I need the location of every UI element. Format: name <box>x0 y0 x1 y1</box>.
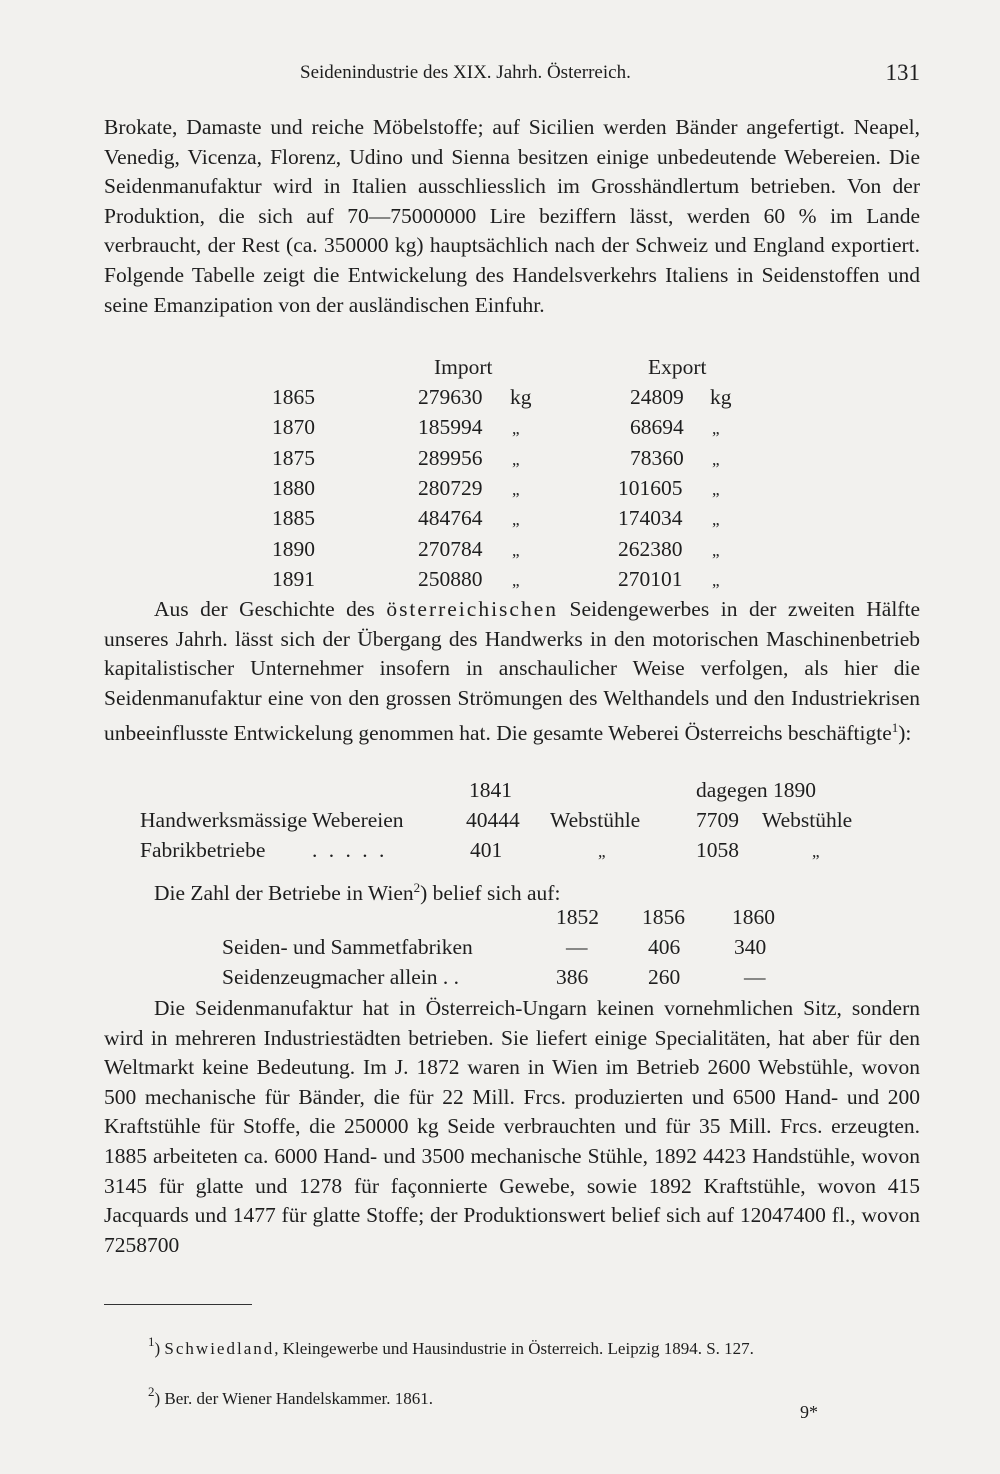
paragraph-austria-history: Aus der Geschichte des österreichischen Seidengewerbes in der zweiten Hälfte unseres Jahrh. lässt sich der Übergang des Handwerks in den motorischen Maschinenbetrieb kapitalistischer Unternehmer insofern in anschaulicher Weise verfolgen, als hier die Seidenmanufaktur eine von den grossen Strömungen des Welthandels und den Industriekrisen unbeeinflusste Entwickelung genommen hat. Die gesamte Weberei Österreichs beschäftigte$^1$): <box>104 597 920 746</box>
vienna-cell: 260 <box>648 965 681 989</box>
vienna-cell: 386 <box>556 965 589 989</box>
ditto-mark: „ <box>512 510 520 530</box>
loom-year-1890: dagegen 1890 <box>696 778 817 802</box>
ditto-mark: „ <box>512 479 520 499</box>
vienna-year: 1852 <box>556 905 599 929</box>
ditto-mark: „ <box>712 570 720 590</box>
trade-year: 1885 <box>272 506 315 531</box>
trade-year: 1890 <box>272 536 315 561</box>
footnote-marker: 1 <box>148 1334 155 1349</box>
vienna-cell: 406 <box>648 935 681 959</box>
vienna-row-label: Seiden- und Sammetfabriken <box>222 935 473 959</box>
page-number: 131 <box>885 60 920 85</box>
trade-year: 1880 <box>272 475 315 500</box>
trade-import: 484764 <box>418 506 483 531</box>
vienna-row-label: Seidenzeugmacher allein . . <box>222 965 459 989</box>
trade-import: 280729 <box>418 475 483 500</box>
ditto-mark: „ <box>512 449 520 469</box>
trade-export: 270101 <box>618 566 683 591</box>
ditto-mark: „ <box>598 842 606 861</box>
ditto-mark: „ <box>712 419 720 439</box>
loom-row-unit: Webstühle <box>550 808 641 832</box>
ditto-mark: „ <box>712 510 720 530</box>
vienna-cell: — <box>744 965 766 989</box>
leader-dots: . . . . . <box>312 838 388 862</box>
loom-row-label: Fabrikbetriebe <box>140 838 266 862</box>
ditto-mark: „ <box>712 479 720 499</box>
footnote-marker: 2 <box>148 1384 155 1399</box>
trade-export: 68694 <box>630 415 684 440</box>
trade-year: 1865 <box>272 385 315 409</box>
loom-year-1841: 1841 <box>469 778 512 802</box>
trade-year: 1875 <box>272 445 315 470</box>
trade-export: 174034 <box>618 506 683 531</box>
trade-import: 270784 <box>418 536 483 561</box>
trade-import: 279630 <box>418 385 483 409</box>
footnote-rule <box>104 1304 252 1305</box>
vienna-cell: — <box>566 935 588 959</box>
trade-year: 1870 <box>272 415 315 440</box>
trade-export: 101605 <box>618 475 683 500</box>
vienna-table <box>0 905 1000 995</box>
ditto-mark: „ <box>512 419 520 439</box>
trade-import: 250880 <box>418 566 483 591</box>
vienna-year: 1860 <box>732 905 775 929</box>
trade-export: 24809 <box>630 385 684 409</box>
footnote-ref-1[interactable]: 1 <box>891 720 899 736</box>
running-title: Seidenindustrie des XIX. Jahrh. Österreich. <box>300 62 631 83</box>
vienna-cell: 340 <box>734 935 767 959</box>
trade-export: 262380 <box>618 536 683 561</box>
loom-row-value: 401 <box>470 838 503 862</box>
ditto-mark: „ <box>712 449 720 469</box>
footnote-author: Schwiedland <box>164 1339 275 1358</box>
page-header <box>300 62 920 92</box>
header-import: Import <box>434 355 493 379</box>
ditto-mark: „ <box>712 540 720 560</box>
trade-import: 289956 <box>418 445 483 470</box>
emphasis-spaced: österreichischen <box>386 597 558 621</box>
trade-export: 78360 <box>630 445 684 470</box>
loom-table <box>0 778 1000 868</box>
trade-unit: kg <box>710 385 732 409</box>
ditto-mark: „ <box>512 570 520 590</box>
footnote-ref-2[interactable]: 2 <box>413 880 421 895</box>
trade-import: 185994 <box>418 415 483 440</box>
footnote-2: $^2$) Ber. der Wiener Handelskammer. 1861. <box>148 1384 433 1408</box>
ditto-mark: „ <box>512 540 520 560</box>
footnote-1: $^1$) Schwiedland, Kleingewerbe und Hausindustrie in Österreich. Leipzig 1894. S. 127. <box>148 1334 754 1358</box>
ditto-mark: „ <box>812 842 820 861</box>
loom-row-unit: Webstühle <box>762 808 853 832</box>
loom-row-value: 40444 <box>466 808 520 832</box>
loom-row-value: 7709 <box>696 808 739 832</box>
header-export: Export <box>648 355 707 379</box>
loom-row-label: Handwerksmässige Webereien <box>140 808 404 832</box>
paragraph-italy-silk: Brokate, Damaste und reiche Möbelstoffe; auf Sicilien werden Bänder angefertigt. Neapel, Venedig, Vicenza, Florenz, Udino und Sienna besitzen einige unbedeutende Webereien. Die Seidenmanufaktur wird in Italien ausschliesslich im Grosshändlertum betrieben. Von der Produktion, die sich auf 70—75000000 Lire beziffern lässt, werden 60 % im Lande verbraucht, der Rest (ca. 350000 kg) hauptsächlich nach der Schweiz und England exportiert. Folgende Tabelle zeigt die Entwickelung des Handelsverkehrs Italiens in Seidenstoffen und seine Emanzipation von der ausländischen Einfuhr. <box>104 115 920 317</box>
trade-unit: kg <box>510 385 532 409</box>
paragraph-austria-manufacture: Die Seidenmanufaktur hat in Österreich-Ungarn keinen vornehmlichen Sitz, sondern wird in mehreren Industriestädten betrieben. Sie liefert einige Specialitäten, hat aber für den Weltmarkt keine Bedeutung. Im J. 1872 waren in Wien im Betrieb 2600 Webstühle, wovon 500 mechanische für Bänder, die für 22 Mill. Frcs. produzierten und 6500 Hand- und 200 Kraftstühle für Stoffe, die 250000 kg Seide verbrauchten und für 35 Mill. Frcs. erzeugten. 1885 arbeiteten ca. 6000 Hand- und 3500 mechanische Stühle, 1892 4423 Handstühle, wovon 3145 für glatte und 1278 für façonnierte Gewebe, sowie 1892 Kraftstühle, wovon 415 Jacquards und 1477 für glatte Stoffe; der Produktionswert belief sich auf 12047400 fl., wovon 7258700 <box>104 996 920 1257</box>
trade-year: 1891 <box>272 566 315 591</box>
paragraph-vienna-intro: Die Zahl der Betriebe in Wien$^2$) belief sich auf: <box>154 880 561 905</box>
signature-mark: 9* <box>800 1402 818 1422</box>
loom-row-value: 1058 <box>696 838 739 862</box>
vienna-year: 1856 <box>642 905 685 929</box>
